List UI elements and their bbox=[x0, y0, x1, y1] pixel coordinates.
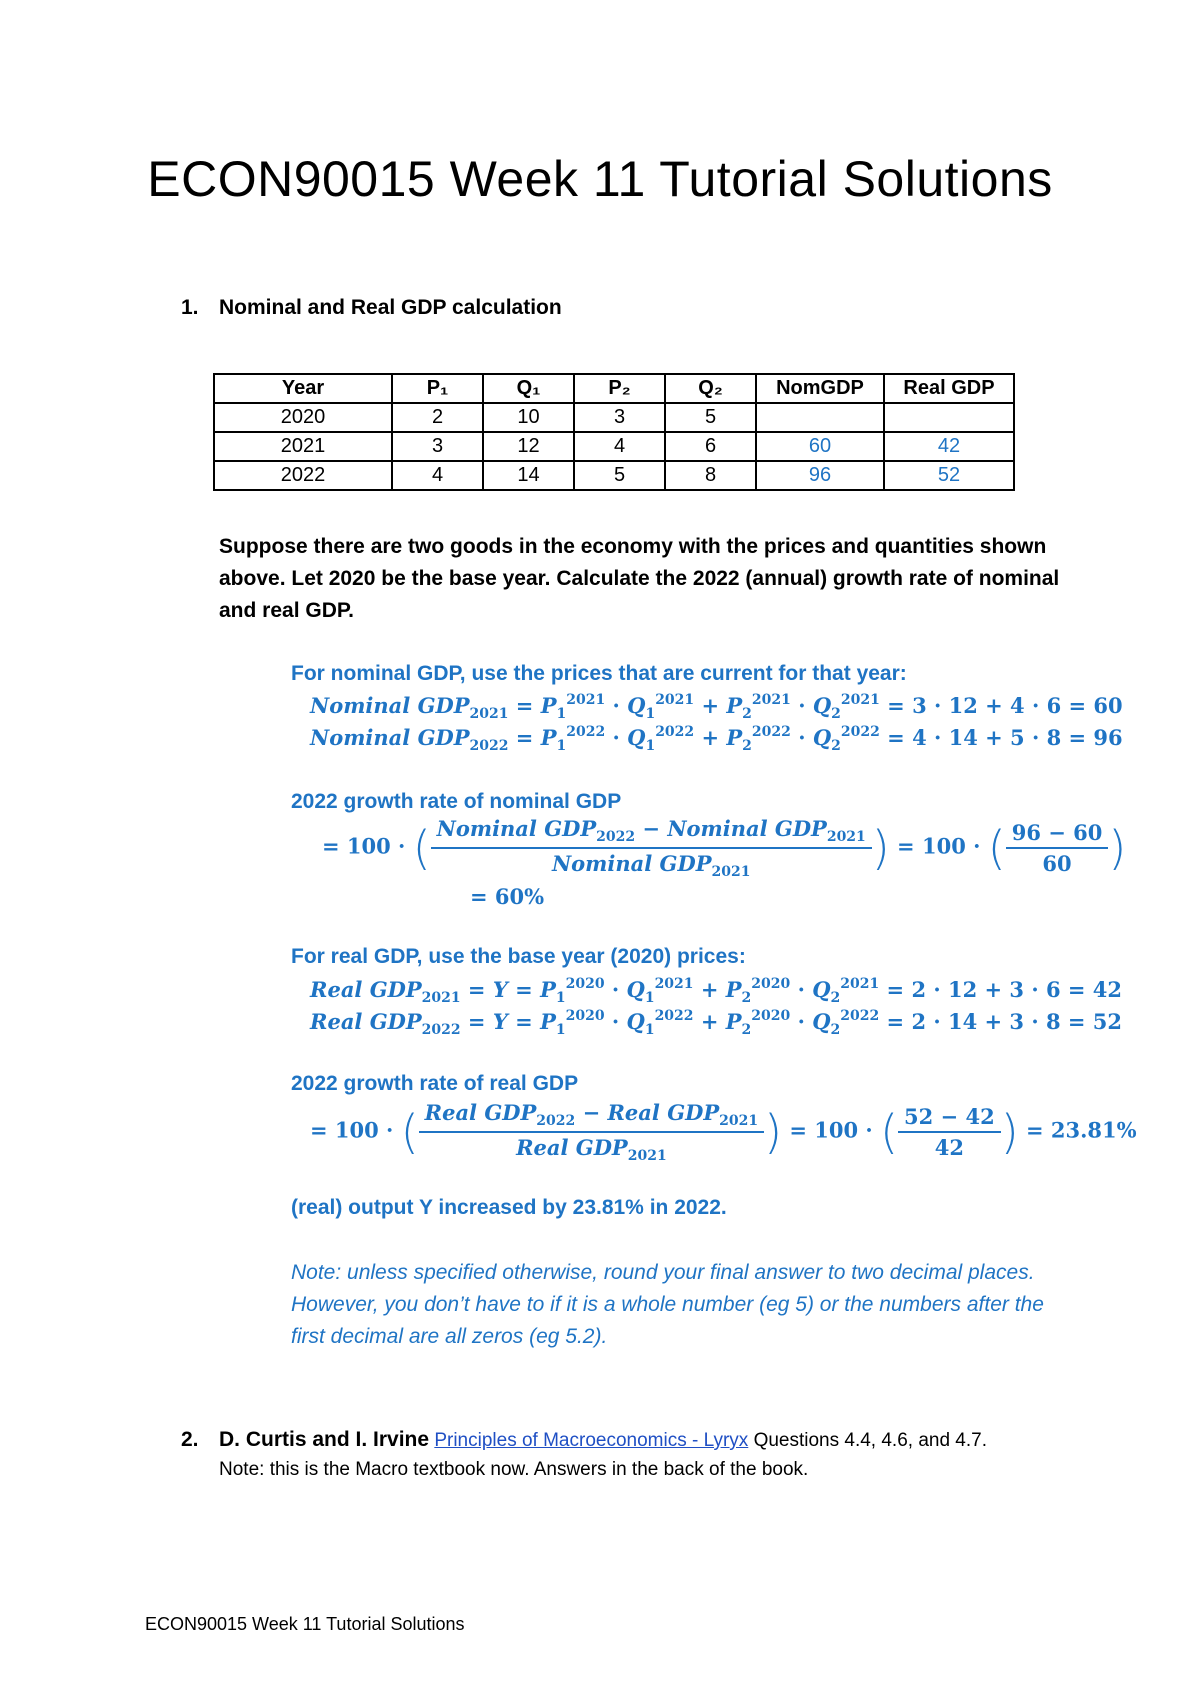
nominal-growth-heading: 2022 growth rate of nominal GDP bbox=[291, 790, 622, 813]
nominal-equation-2021: Nominal $GDP_{2021} = P_1^{2021} \cdot Q_1^{2021} + P_2^{2021} \cdot Q_2^{2021} = 3 \cdot 12 + 4 \cdot 6 = 60$ bbox=[310, 692, 1123, 722]
table-cell: 12 bbox=[483, 432, 574, 461]
header-nomgdp: NomGDP bbox=[756, 374, 884, 403]
table-cell bbox=[756, 403, 884, 432]
table-cell: 42 bbox=[884, 432, 1014, 461]
table-cell: 60 bbox=[756, 432, 884, 461]
table-cell: 6 bbox=[665, 432, 756, 461]
table-cell: 4 bbox=[574, 432, 665, 461]
fraction-denominator: 60 bbox=[1042, 851, 1072, 876]
table-cell: 52 bbox=[884, 461, 1014, 490]
table-cell: 2021 bbox=[214, 432, 392, 461]
table-cell bbox=[884, 403, 1014, 432]
nominal-equation-2022: Nominal $GDP_{2022} = P_1^{2022} \cdot Q_1^{2022} + P_2^{2022} \cdot Q_2^{2022} = 4 \cdot 14 + 5 \cdot 8 = 96$ bbox=[310, 724, 1123, 754]
fraction-denominator: 42 bbox=[934, 1135, 964, 1160]
table-cell: 2020 bbox=[214, 403, 392, 432]
real-growth-heading: 2022 growth rate of real GDP bbox=[291, 1072, 579, 1095]
fraction-numerator: 52 − 42 bbox=[898, 1104, 1001, 1133]
real-heading: For real GDP, use the base year (2020) prices: bbox=[291, 945, 746, 968]
textbook-link[interactable]: Principles of Macroeconomics - Lyryx bbox=[434, 1430, 749, 1451]
table-cell: 3 bbox=[574, 403, 665, 432]
question-prompt: Suppose there are two goods in the economy with the prices and quantities shown above. Let 2020 be the base year. Calculate the 2022 (annual) growth rate of nominal and real GDP. bbox=[219, 535, 1060, 622]
real-equation-2022: Real $GDP_{2022} = Y = P_1^{2020} \cdot Q_1^{2022} + P_2^{2020} \cdot Q_2^{2022} = 2 \cdot 14 + 3 \cdot 8 = 52$ bbox=[310, 1008, 1123, 1038]
table-cell: 2022 bbox=[214, 461, 392, 490]
table-cell: 4 bbox=[392, 461, 483, 490]
table-row bbox=[214, 432, 1014, 461]
page-footer: ECON90015 Week 11 Tutorial Solutions bbox=[145, 1614, 465, 1634]
gdp-table bbox=[213, 373, 1015, 491]
question-number: 1. bbox=[181, 296, 199, 319]
equation-result: = 3 · 12 + 4 · 6 = 60 bbox=[887, 693, 1123, 718]
header-q1: Q₁ bbox=[483, 374, 574, 403]
nominal-growth-formula: = 100 · ( $\frac{Nominal GDP_{2022} - Nominal GDP_{2021}}{Nominal GDP_{2021}}$ ) = 100 · ( $\frac{96 - 60}{60}$ ) bbox=[322, 816, 1127, 880]
table-row bbox=[214, 461, 1014, 490]
rounding-note: Note: unless specified otherwise, round your final answer to two decimal places. However, you don’t have to if it is a whole number (eg 5) or the numbers after the first decimal are all zeros (eg 5.2). bbox=[291, 1261, 1044, 1348]
question-2-note: Note: this is the Macro textbook now. Answers in the back of the book. bbox=[219, 1459, 809, 1480]
table-cell: 2 bbox=[392, 403, 483, 432]
header-p1: P₁ bbox=[392, 374, 483, 403]
table-cell: 5 bbox=[574, 461, 665, 490]
question-list: Questions 4.4, 4.6, and 4.7. bbox=[753, 1430, 987, 1451]
question-2 bbox=[181, 1428, 1081, 1452]
question-title: Nominal and Real GDP calculation bbox=[219, 296, 562, 319]
question-number: 2. bbox=[181, 1428, 199, 1451]
header-realgdp: Real GDP bbox=[884, 374, 1014, 403]
table-header-row bbox=[214, 374, 1014, 403]
conclusion-text: (real) output Y increased by 23.81% in 2022. bbox=[291, 1196, 727, 1219]
question-authors: D. Curtis and I. Irvine bbox=[219, 1428, 430, 1451]
header-year: Year bbox=[214, 374, 392, 403]
growth-result: = 23.81% bbox=[1025, 1117, 1137, 1143]
real-equation-2021: Real $GDP_{2021} = Y = P_1^{2020} \cdot Q_1^{2021} + P_2^{2020} \cdot Q_2^{2021} = 2 \cdot 12 + 3 \cdot 6 = 42$ bbox=[310, 976, 1123, 1006]
header-q2: Q₂ bbox=[665, 374, 756, 403]
question-1-heading bbox=[181, 296, 562, 320]
nominal-growth-result: = 60% bbox=[470, 884, 545, 909]
header-p2: P₂ bbox=[574, 374, 665, 403]
fraction-numerator: 96 − 60 bbox=[1006, 820, 1109, 849]
table-cell: 8 bbox=[665, 461, 756, 490]
table-cell: 5 bbox=[665, 403, 756, 432]
page-title: ECON90015 Week 11 Tutorial Solutions bbox=[147, 151, 1053, 207]
table-cell: 3 bbox=[392, 432, 483, 461]
equation-result: = 2 · 14 + 3 · 8 = 52 bbox=[886, 1009, 1123, 1034]
table-cell: 96 bbox=[756, 461, 884, 490]
equation-result: = 4 · 14 + 5 · 8 = 96 bbox=[887, 725, 1123, 750]
equation-result: = 2 · 12 + 3 · 6 = 42 bbox=[886, 977, 1123, 1002]
table-cell: 10 bbox=[483, 403, 574, 432]
table-cell: 14 bbox=[483, 461, 574, 490]
nominal-heading: For nominal GDP, use the prices that are current for that year: bbox=[291, 662, 907, 685]
real-growth-formula: = 100 · ( $\frac{Real GDP_{2022} - Real GDP_{2021}}{Real GDP_{2021}}$ ) = 100 · ( $\frac{52 - 42}{42}$ ) = 23.81% bbox=[310, 1100, 1137, 1164]
table-row bbox=[214, 403, 1014, 432]
